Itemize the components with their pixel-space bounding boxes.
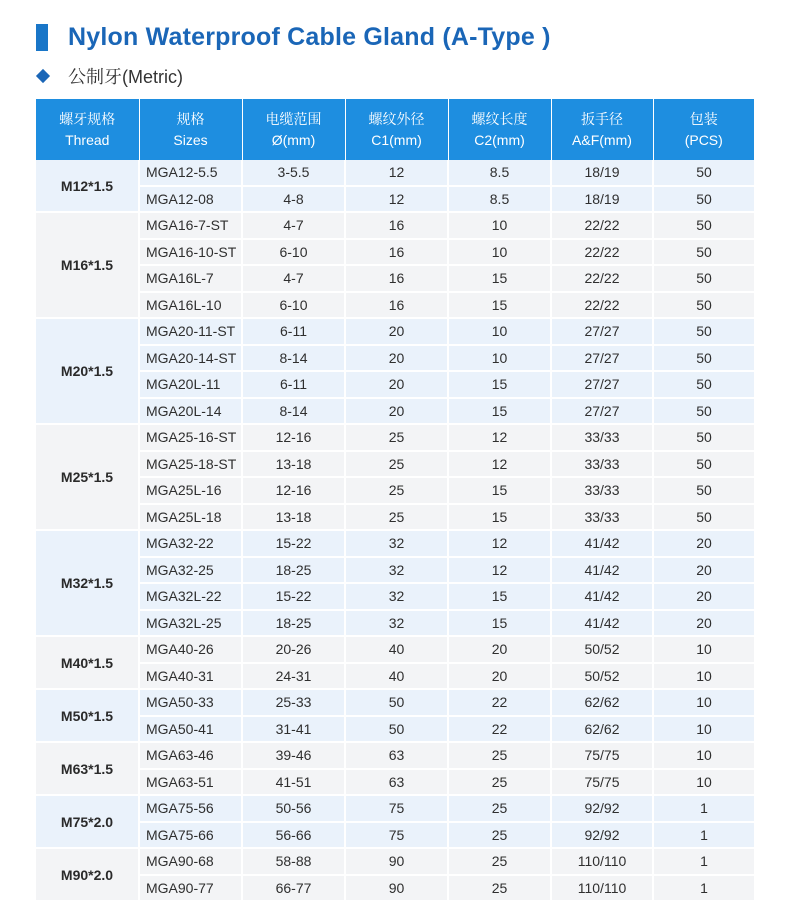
pcs-cell: 1 bbox=[653, 795, 754, 822]
af-cell: 41/42 bbox=[551, 530, 653, 557]
af-cell: 33/33 bbox=[551, 451, 653, 478]
c1-cell: 40 bbox=[345, 636, 448, 663]
table-row bbox=[36, 610, 754, 637]
c2-cell: 15 bbox=[448, 477, 551, 504]
model-cell: MGA75-56 bbox=[139, 795, 242, 822]
af-cell: 41/42 bbox=[551, 610, 653, 637]
c2-cell: 15 bbox=[448, 583, 551, 610]
pcs-cell: 1 bbox=[653, 848, 754, 875]
c2-cell: 8.5 bbox=[448, 186, 551, 213]
table-row bbox=[36, 292, 754, 319]
af-cell: 41/42 bbox=[551, 583, 653, 610]
pcs-cell: 1 bbox=[653, 822, 754, 849]
c1-cell: 25 bbox=[345, 504, 448, 531]
cable-range-cell: 20-26 bbox=[242, 636, 345, 663]
af-cell: 41/42 bbox=[551, 557, 653, 584]
c1-cell: 20 bbox=[345, 371, 448, 398]
header-en: Ø(mm) bbox=[271, 131, 316, 148]
cable-range-cell: 13-18 bbox=[242, 504, 345, 531]
af-cell: 110/110 bbox=[551, 875, 653, 902]
model-cell: MGA16-10-ST bbox=[139, 239, 242, 266]
c2-cell: 22 bbox=[448, 716, 551, 743]
af-cell: 92/92 bbox=[551, 795, 653, 822]
cable-range-cell: 31-41 bbox=[242, 716, 345, 743]
model-cell: MGA90-77 bbox=[139, 875, 242, 902]
c1-cell: 16 bbox=[345, 212, 448, 239]
c2-cell: 25 bbox=[448, 875, 551, 902]
header-en: Thread bbox=[65, 131, 110, 148]
af-cell: 27/27 bbox=[551, 345, 653, 372]
table-row bbox=[36, 398, 754, 425]
header-cn: 包装 bbox=[689, 110, 718, 127]
table-header-row bbox=[36, 99, 754, 160]
af-cell: 62/62 bbox=[551, 716, 653, 743]
cable-range-cell: 58-88 bbox=[242, 848, 345, 875]
header-cn: 螺纹外径 bbox=[368, 110, 425, 127]
c1-cell: 63 bbox=[345, 769, 448, 796]
cable-range-cell: 6-10 bbox=[242, 292, 345, 319]
table-row bbox=[36, 795, 754, 822]
c1-cell: 32 bbox=[345, 610, 448, 637]
cable-range-cell: 66-77 bbox=[242, 875, 345, 902]
header-thread bbox=[36, 99, 139, 160]
table-row bbox=[36, 742, 754, 769]
thread-cell: M90*2.0 bbox=[36, 848, 139, 901]
af-cell: 50/52 bbox=[551, 663, 653, 690]
pcs-cell: 50 bbox=[653, 371, 754, 398]
cable-range-cell: 8-14 bbox=[242, 345, 345, 372]
c2-cell: 15 bbox=[448, 398, 551, 425]
cable-range-cell: 6-11 bbox=[242, 318, 345, 345]
c1-cell: 90 bbox=[345, 848, 448, 875]
c2-cell: 20 bbox=[448, 636, 551, 663]
model-cell: MGA90-68 bbox=[139, 848, 242, 875]
pcs-cell: 20 bbox=[653, 557, 754, 584]
model-cell: MGA32L-22 bbox=[139, 583, 242, 610]
cable-range-cell: 56-66 bbox=[242, 822, 345, 849]
pcs-cell: 10 bbox=[653, 716, 754, 743]
cable-range-cell: 4-7 bbox=[242, 212, 345, 239]
table-row bbox=[36, 212, 754, 239]
cable-range-cell: 15-22 bbox=[242, 530, 345, 557]
cable-range-cell: 6-11 bbox=[242, 371, 345, 398]
c1-cell: 63 bbox=[345, 742, 448, 769]
cable-range-cell: 8-14 bbox=[242, 398, 345, 425]
table-row bbox=[36, 716, 754, 743]
af-cell: 33/33 bbox=[551, 477, 653, 504]
pcs-cell: 10 bbox=[653, 663, 754, 690]
cable-range-cell: 18-25 bbox=[242, 610, 345, 637]
table-row bbox=[36, 345, 754, 372]
header-en: C2(mm) bbox=[474, 131, 525, 148]
model-cell: MGA20-14-ST bbox=[139, 345, 242, 372]
table-row bbox=[36, 636, 754, 663]
af-cell: 22/22 bbox=[551, 212, 653, 239]
af-cell: 33/33 bbox=[551, 504, 653, 531]
c1-cell: 25 bbox=[345, 477, 448, 504]
pcs-cell: 50 bbox=[653, 398, 754, 425]
pcs-cell: 50 bbox=[653, 477, 754, 504]
header-c1 bbox=[345, 99, 448, 160]
table-row bbox=[36, 239, 754, 266]
header-cable-range bbox=[242, 99, 345, 160]
c1-cell: 12 bbox=[345, 186, 448, 213]
c1-cell: 20 bbox=[345, 345, 448, 372]
header-en: A&F(mm) bbox=[572, 131, 632, 148]
c2-cell: 10 bbox=[448, 212, 551, 239]
thread-cell: M32*1.5 bbox=[36, 530, 139, 636]
cable-range-cell: 4-8 bbox=[242, 186, 345, 213]
pcs-cell: 50 bbox=[653, 451, 754, 478]
af-cell: 75/75 bbox=[551, 742, 653, 769]
table-row bbox=[36, 822, 754, 849]
model-cell: MGA12-5.5 bbox=[139, 160, 242, 186]
model-cell: MGA16L-10 bbox=[139, 292, 242, 319]
c1-cell: 75 bbox=[345, 795, 448, 822]
c1-cell: 32 bbox=[345, 557, 448, 584]
c1-cell: 16 bbox=[345, 239, 448, 266]
c1-cell: 16 bbox=[345, 265, 448, 292]
model-cell: MGA20-11-ST bbox=[139, 318, 242, 345]
af-cell: 22/22 bbox=[551, 265, 653, 292]
title-accent-bar bbox=[36, 24, 48, 51]
table-row bbox=[36, 769, 754, 796]
table-row bbox=[36, 265, 754, 292]
c1-cell: 32 bbox=[345, 530, 448, 557]
model-cell: MGA63-51 bbox=[139, 769, 242, 796]
c2-cell: 15 bbox=[448, 265, 551, 292]
c2-cell: 20 bbox=[448, 663, 551, 690]
pcs-cell: 50 bbox=[653, 504, 754, 531]
model-cell: MGA50-41 bbox=[139, 716, 242, 743]
pcs-cell: 50 bbox=[653, 424, 754, 451]
thread-cell: M75*2.0 bbox=[36, 795, 139, 848]
c2-cell: 10 bbox=[448, 345, 551, 372]
model-cell: MGA16-7-ST bbox=[139, 212, 242, 239]
model-cell: MGA25-16-ST bbox=[139, 424, 242, 451]
c1-cell: 32 bbox=[345, 583, 448, 610]
model-cell: MGA63-46 bbox=[139, 742, 242, 769]
c2-cell: 15 bbox=[448, 504, 551, 531]
model-cell: MGA50-33 bbox=[139, 689, 242, 716]
c1-cell: 50 bbox=[345, 689, 448, 716]
cable-range-cell: 12-16 bbox=[242, 477, 345, 504]
pcs-cell: 10 bbox=[653, 689, 754, 716]
pcs-cell: 50 bbox=[653, 160, 754, 186]
thread-cell: M25*1.5 bbox=[36, 424, 139, 530]
pcs-cell: 20 bbox=[653, 610, 754, 637]
cable-range-cell: 50-56 bbox=[242, 795, 345, 822]
header-cn: 规格 bbox=[176, 110, 205, 127]
pcs-cell: 50 bbox=[653, 318, 754, 345]
af-cell: 27/27 bbox=[551, 398, 653, 425]
c1-cell: 90 bbox=[345, 875, 448, 902]
c1-cell: 12 bbox=[345, 160, 448, 186]
c2-cell: 25 bbox=[448, 742, 551, 769]
header-sizes bbox=[139, 99, 242, 160]
header-af bbox=[551, 99, 653, 160]
model-cell: MGA75-66 bbox=[139, 822, 242, 849]
af-cell: 18/19 bbox=[551, 186, 653, 213]
thread-cell: M63*1.5 bbox=[36, 742, 139, 795]
af-cell: 27/27 bbox=[551, 371, 653, 398]
table-row bbox=[36, 186, 754, 213]
af-cell: 33/33 bbox=[551, 424, 653, 451]
pcs-cell: 50 bbox=[653, 212, 754, 239]
model-cell: MGA20L-11 bbox=[139, 371, 242, 398]
cable-range-cell: 24-31 bbox=[242, 663, 345, 690]
pcs-cell: 20 bbox=[653, 530, 754, 557]
c1-cell: 75 bbox=[345, 822, 448, 849]
model-cell: MGA32-22 bbox=[139, 530, 242, 557]
model-cell: MGA25L-18 bbox=[139, 504, 242, 531]
page-title: Nylon Waterproof Cable Gland (A-Type ) bbox=[68, 22, 551, 51]
pcs-cell: 20 bbox=[653, 583, 754, 610]
cable-range-cell: 6-10 bbox=[242, 239, 345, 266]
table-row bbox=[36, 663, 754, 690]
cable-range-cell: 3-5.5 bbox=[242, 160, 345, 186]
table-row bbox=[36, 848, 754, 875]
c2-cell: 12 bbox=[448, 451, 551, 478]
spec-table bbox=[36, 99, 754, 902]
model-cell: MGA20L-14 bbox=[139, 398, 242, 425]
thread-cell: M40*1.5 bbox=[36, 636, 139, 689]
table-row bbox=[36, 557, 754, 584]
pcs-cell: 10 bbox=[653, 742, 754, 769]
table-row bbox=[36, 160, 754, 186]
header-cn: 扳手径 bbox=[581, 110, 623, 127]
header-pcs bbox=[653, 99, 754, 160]
c2-cell: 12 bbox=[448, 530, 551, 557]
af-cell: 22/22 bbox=[551, 292, 653, 319]
thread-cell: M16*1.5 bbox=[36, 212, 139, 318]
model-cell: MGA40-31 bbox=[139, 663, 242, 690]
thread-cell: M12*1.5 bbox=[36, 160, 139, 212]
header-en: Sizes bbox=[173, 131, 208, 148]
section-heading bbox=[38, 64, 183, 88]
c1-cell: 50 bbox=[345, 716, 448, 743]
cable-range-cell: 39-46 bbox=[242, 742, 345, 769]
header-cn: 电缆范围 bbox=[265, 110, 322, 127]
c1-cell: 20 bbox=[345, 318, 448, 345]
c2-cell: 10 bbox=[448, 318, 551, 345]
c2-cell: 10 bbox=[448, 239, 551, 266]
cable-range-cell: 41-51 bbox=[242, 769, 345, 796]
af-cell: 92/92 bbox=[551, 822, 653, 849]
table-row bbox=[36, 530, 754, 557]
c2-cell: 25 bbox=[448, 795, 551, 822]
c2-cell: 12 bbox=[448, 424, 551, 451]
table-row bbox=[36, 424, 754, 451]
pcs-cell: 50 bbox=[653, 265, 754, 292]
pcs-cell: 50 bbox=[653, 239, 754, 266]
pcs-cell: 50 bbox=[653, 345, 754, 372]
spec-table-body bbox=[36, 160, 754, 901]
af-cell: 22/22 bbox=[551, 239, 653, 266]
af-cell: 110/110 bbox=[551, 848, 653, 875]
header-en: C1(mm) bbox=[371, 131, 422, 148]
thread-cell: M20*1.5 bbox=[36, 318, 139, 424]
model-cell: MGA12-08 bbox=[139, 186, 242, 213]
header-c2 bbox=[448, 99, 551, 160]
cable-range-cell: 4-7 bbox=[242, 265, 345, 292]
table-row bbox=[36, 583, 754, 610]
pcs-cell: 10 bbox=[653, 636, 754, 663]
model-cell: MGA16L-7 bbox=[139, 265, 242, 292]
c2-cell: 15 bbox=[448, 292, 551, 319]
cable-range-cell: 12-16 bbox=[242, 424, 345, 451]
c2-cell: 15 bbox=[448, 371, 551, 398]
table-row bbox=[36, 477, 754, 504]
pcs-cell: 1 bbox=[653, 875, 754, 902]
header-cn: 螺牙规格 bbox=[59, 110, 116, 127]
af-cell: 62/62 bbox=[551, 689, 653, 716]
diamond-bullet-icon bbox=[36, 69, 50, 83]
c2-cell: 25 bbox=[448, 769, 551, 796]
af-cell: 27/27 bbox=[551, 318, 653, 345]
header-en: (PCS) bbox=[684, 131, 723, 148]
c1-cell: 40 bbox=[345, 663, 448, 690]
c1-cell: 16 bbox=[345, 292, 448, 319]
thread-cell: M50*1.5 bbox=[36, 689, 139, 742]
c2-cell: 25 bbox=[448, 848, 551, 875]
pcs-cell: 10 bbox=[653, 769, 754, 796]
c1-cell: 20 bbox=[345, 398, 448, 425]
af-cell: 50/52 bbox=[551, 636, 653, 663]
c2-cell: 22 bbox=[448, 689, 551, 716]
c2-cell: 15 bbox=[448, 610, 551, 637]
cable-range-cell: 15-22 bbox=[242, 583, 345, 610]
c1-cell: 25 bbox=[345, 424, 448, 451]
model-cell: MGA32-25 bbox=[139, 557, 242, 584]
table-row bbox=[36, 318, 754, 345]
c1-cell: 25 bbox=[345, 451, 448, 478]
pcs-cell: 50 bbox=[653, 292, 754, 319]
c2-cell: 25 bbox=[448, 822, 551, 849]
cable-range-cell: 25-33 bbox=[242, 689, 345, 716]
cable-range-cell: 18-25 bbox=[242, 557, 345, 584]
section-title: 公制牙(Metric) bbox=[68, 67, 183, 87]
table-row bbox=[36, 451, 754, 478]
c2-cell: 8.5 bbox=[448, 160, 551, 186]
model-cell: MGA40-26 bbox=[139, 636, 242, 663]
header-cn: 螺纹长度 bbox=[471, 110, 528, 127]
model-cell: MGA32L-25 bbox=[139, 610, 242, 637]
cable-range-cell: 13-18 bbox=[242, 451, 345, 478]
table-row bbox=[36, 689, 754, 716]
pcs-cell: 50 bbox=[653, 186, 754, 213]
page-header bbox=[36, 20, 551, 54]
af-cell: 75/75 bbox=[551, 769, 653, 796]
table-row bbox=[36, 504, 754, 531]
c2-cell: 12 bbox=[448, 557, 551, 584]
table-row bbox=[36, 371, 754, 398]
table-row bbox=[36, 875, 754, 902]
model-cell: MGA25L-16 bbox=[139, 477, 242, 504]
af-cell: 18/19 bbox=[551, 160, 653, 186]
model-cell: MGA25-18-ST bbox=[139, 451, 242, 478]
